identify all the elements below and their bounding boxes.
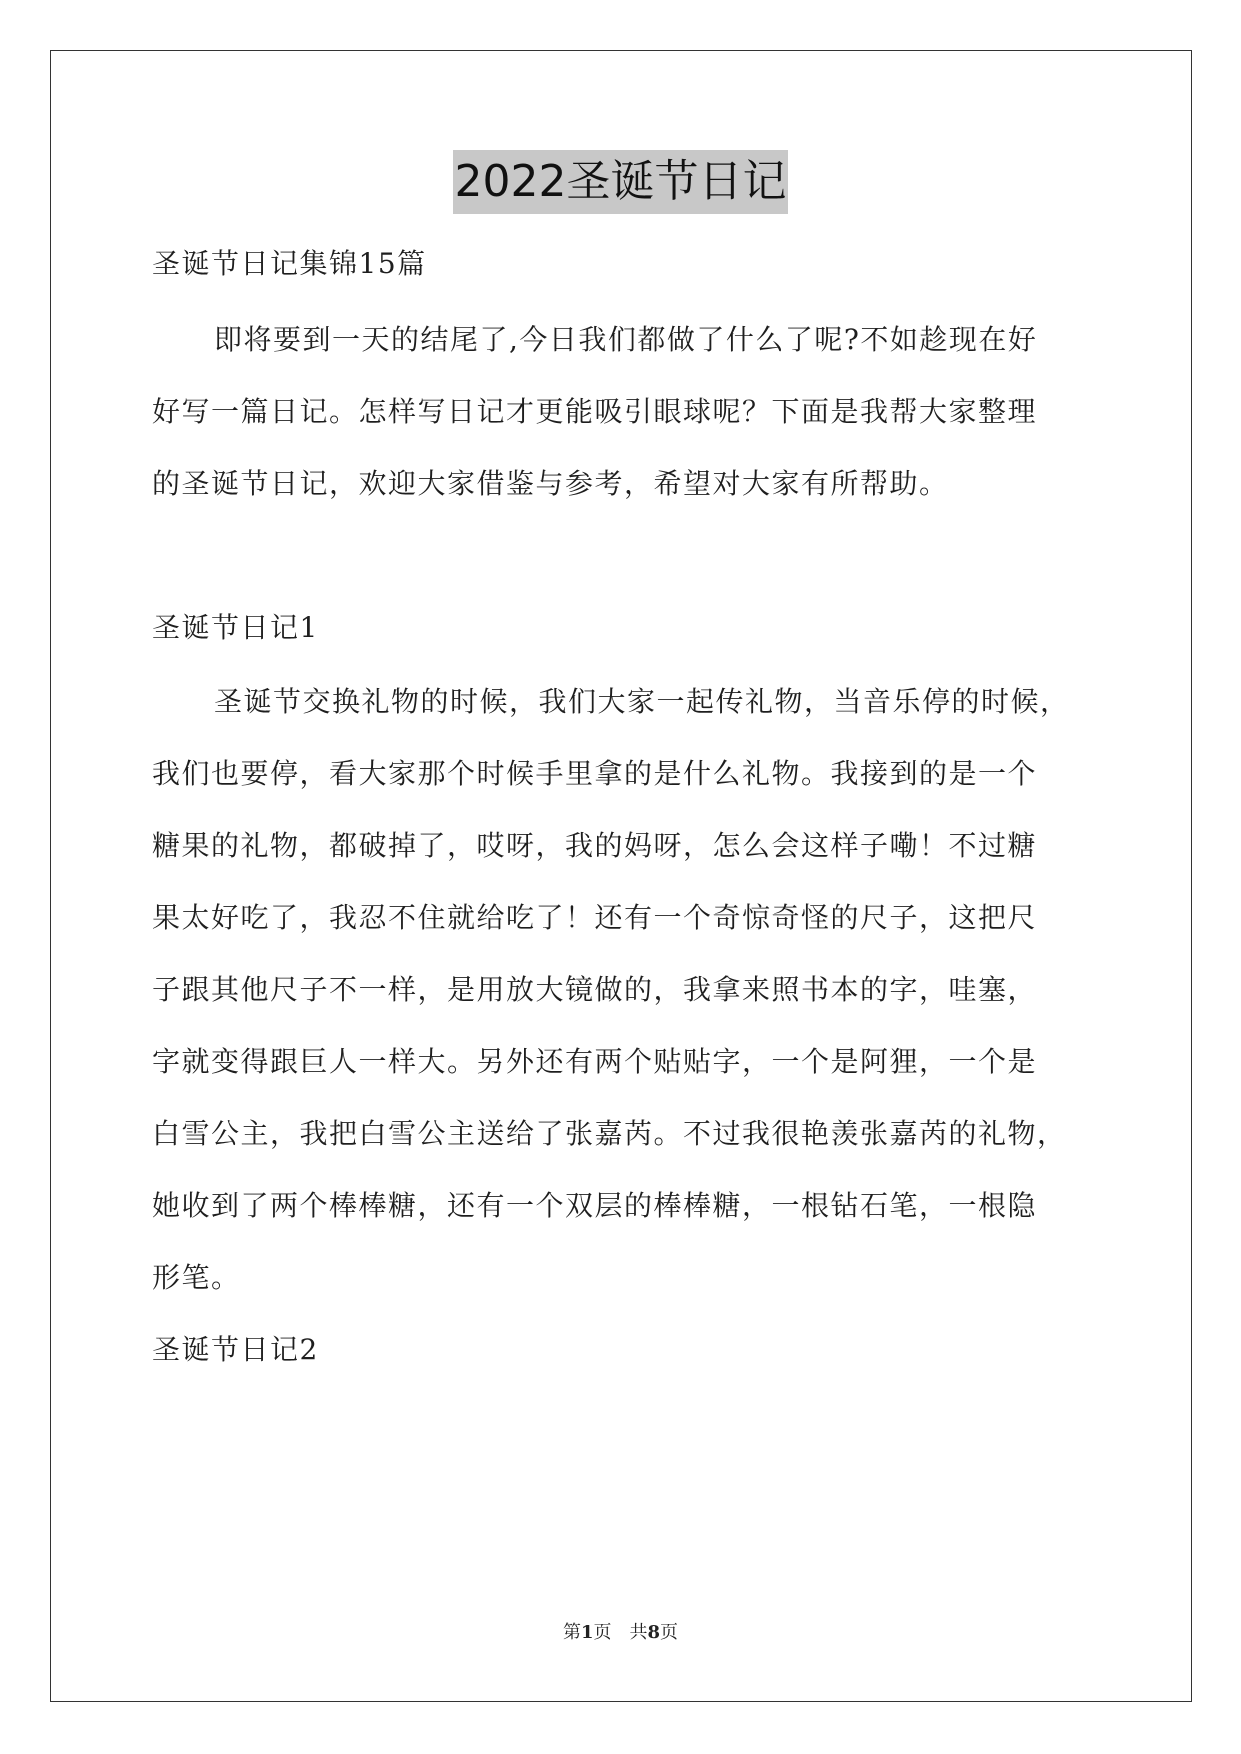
section1-line: 白雪公主，我把白雪公主送给了张嘉芮。不过我很艳羡张嘉芮的礼物， — [152, 1117, 1067, 1150]
section1-line: 糖果的礼物，都破掉了，哎呀，我的妈呀，怎么会这样子嘞！不过糖 — [152, 829, 1038, 862]
footer-page-prefix: 第 — [562, 1622, 581, 1643]
intro-line: 好写一篇日记。怎样写日记才更能吸引眼球呢？下面是我帮大家整理 — [152, 395, 1038, 428]
section1-line: 果太好吃了，我忍不住就给吃了！还有一个奇惊奇怪的尺子，这把尺 — [152, 901, 1038, 934]
document-title: 2022圣诞节日记 — [453, 150, 789, 214]
page-frame — [50, 50, 1192, 1702]
section1-line: 形笔。 — [152, 1261, 241, 1294]
section1-line: 子跟其他尺子不一样，是用放大镜做的，我拿来照书本的字，哇塞， — [152, 973, 1038, 1006]
intro-line: 的圣诞节日记，欢迎大家借鉴与参考，希望对大家有所帮助。 — [152, 467, 949, 500]
subtitle: 圣诞节日记集锦15篇 — [152, 247, 427, 280]
page-footer — [0, 1618, 1241, 1644]
title-wrap — [0, 150, 1241, 214]
footer-total-prefix: 共 — [629, 1622, 648, 1643]
section1-line: 她收到了两个棒棒糖，还有一个双层的棒棒糖，一根钻石笔，一根隐 — [152, 1189, 1038, 1222]
section1-line: 字就变得跟巨人一样大。另外还有两个贴贴字，一个是阿狸，一个是 — [152, 1045, 1038, 1078]
footer-total-suffix: 页 — [660, 1622, 679, 1643]
section1-line: 我们也要停，看大家那个时候手里拿的是什么礼物。我接到的是一个 — [152, 757, 1038, 790]
footer-page-mid: 页 — [593, 1622, 612, 1643]
footer-page-total: 8 — [647, 1622, 661, 1643]
section2-heading: 圣诞节日记2 — [152, 1333, 319, 1366]
section1-line: 圣诞节交换礼物的时候，我们大家一起传礼物，当音乐停的时候， — [214, 685, 1070, 718]
section1-heading: 圣诞节日记1 — [152, 611, 319, 644]
footer-page-current: 1 — [580, 1622, 594, 1643]
intro-line: 即将要到一天的结尾了,今日我们都做了什么了呢?不如趁现在好 — [214, 323, 1038, 356]
